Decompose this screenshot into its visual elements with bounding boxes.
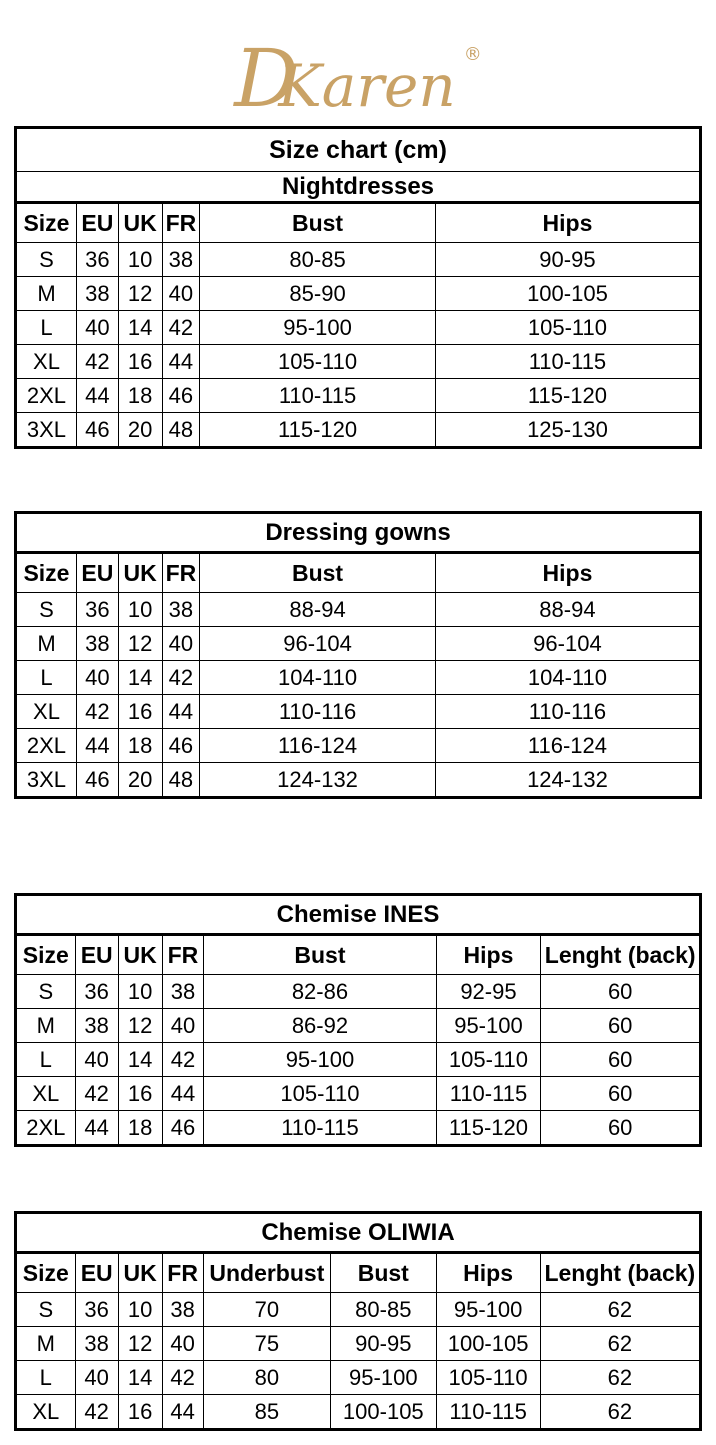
size-label-cell: M xyxy=(16,277,77,311)
table-row-m xyxy=(16,627,701,661)
value-cell: 16 xyxy=(118,695,162,729)
value-cell: 100-105 xyxy=(435,277,700,311)
table-row-xl xyxy=(16,345,701,379)
value-cell: 95-100 xyxy=(436,1293,540,1327)
value-cell: 42 xyxy=(76,695,118,729)
value-cell: 18 xyxy=(118,729,162,763)
value-cell: 44 xyxy=(162,345,200,379)
chemise-ines-size-table xyxy=(14,893,702,1147)
value-cell: 90-95 xyxy=(331,1327,436,1361)
column-header-fr: FR xyxy=(162,203,200,243)
value-cell: 44 xyxy=(162,695,200,729)
value-cell: 16 xyxy=(118,345,162,379)
column-header-eu: EU xyxy=(75,1253,118,1293)
column-header-row xyxy=(16,203,701,243)
size-label-cell: 2XL xyxy=(16,379,77,413)
value-cell: 40 xyxy=(76,661,118,695)
column-header-uk: UK xyxy=(118,203,162,243)
registered-trademark-icon: ® xyxy=(463,44,482,65)
table-row-s xyxy=(16,593,701,627)
column-header-row xyxy=(16,935,701,975)
dressing-gowns-size-table xyxy=(14,511,702,799)
value-cell: 38 xyxy=(162,593,200,627)
value-cell: 60 xyxy=(541,1077,701,1111)
brand-logo-text xyxy=(234,10,481,146)
value-cell: 85 xyxy=(203,1395,330,1430)
value-cell: 110-115 xyxy=(436,1395,540,1430)
value-cell: 62 xyxy=(540,1327,700,1361)
size-tables xyxy=(14,126,702,1431)
value-cell: 115-120 xyxy=(435,379,700,413)
value-cell: 95-100 xyxy=(200,311,436,345)
value-cell: 60 xyxy=(541,975,701,1009)
brand-logo xyxy=(0,0,716,125)
column-header-uk: UK xyxy=(118,935,162,975)
value-cell: 18 xyxy=(118,379,162,413)
column-header-bust: Bust xyxy=(204,935,436,975)
value-cell: 80-85 xyxy=(331,1293,436,1327)
table-subtitle-row xyxy=(16,172,701,203)
value-cell: 42 xyxy=(76,345,118,379)
table-title: Dressing gowns xyxy=(16,513,701,553)
value-cell: 36 xyxy=(76,593,118,627)
table-row-2xl xyxy=(16,1111,701,1146)
value-cell: 38 xyxy=(162,243,200,277)
value-cell: 44 xyxy=(76,379,118,413)
column-header-hips: Hips xyxy=(436,1253,540,1293)
column-header-hips: Hips xyxy=(436,935,541,975)
value-cell: 40 xyxy=(75,1361,118,1395)
value-cell: 82-86 xyxy=(204,975,436,1009)
size-label-cell: S xyxy=(16,593,77,627)
value-cell: 10 xyxy=(118,1293,162,1327)
column-header-hips: Hips xyxy=(435,203,700,243)
column-header-uk: UK xyxy=(118,553,162,593)
table-row-3xl xyxy=(16,763,701,798)
column-header-bust: Bust xyxy=(331,1253,436,1293)
size-label-cell: L xyxy=(16,1043,76,1077)
value-cell: 38 xyxy=(162,975,204,1009)
value-cell: 12 xyxy=(118,1327,162,1361)
value-cell: 42 xyxy=(162,1043,204,1077)
value-cell: 62 xyxy=(540,1361,700,1395)
value-cell: 124-132 xyxy=(200,763,436,798)
value-cell: 18 xyxy=(118,1111,162,1146)
value-cell: 75 xyxy=(203,1327,330,1361)
value-cell: 14 xyxy=(118,661,162,695)
value-cell: 10 xyxy=(118,243,162,277)
size-label-cell: XL xyxy=(16,1395,76,1430)
value-cell: 38 xyxy=(76,627,118,661)
value-cell: 40 xyxy=(162,277,200,311)
value-cell: 62 xyxy=(540,1395,700,1430)
table-row-l xyxy=(16,1361,701,1395)
value-cell: 110-115 xyxy=(436,1077,541,1111)
value-cell: 40 xyxy=(75,1043,118,1077)
value-cell: 10 xyxy=(118,975,162,1009)
value-cell: 36 xyxy=(75,975,118,1009)
value-cell: 38 xyxy=(76,277,118,311)
size-label-cell: L xyxy=(16,1361,76,1395)
value-cell: 40 xyxy=(162,1009,204,1043)
size-label-cell: 2XL xyxy=(16,729,77,763)
table-subtitle: Nightdresses xyxy=(16,172,701,203)
value-cell: 36 xyxy=(76,243,118,277)
column-header-size: Size xyxy=(16,553,77,593)
value-cell: 70 xyxy=(203,1293,330,1327)
value-cell: 115-120 xyxy=(436,1111,541,1146)
dressing-gowns-table-block xyxy=(14,511,702,799)
size-label-cell: L xyxy=(16,311,77,345)
size-label-cell: S xyxy=(16,1293,76,1327)
value-cell: 44 xyxy=(162,1395,203,1430)
column-header-size: Size xyxy=(16,203,77,243)
table-row-2xl xyxy=(16,729,701,763)
value-cell: 42 xyxy=(162,661,200,695)
value-cell: 95-100 xyxy=(331,1361,436,1395)
value-cell: 46 xyxy=(162,729,200,763)
value-cell: 44 xyxy=(75,1111,118,1146)
value-cell: 96-104 xyxy=(200,627,436,661)
table-row-l xyxy=(16,1043,701,1077)
brand-name: Karen xyxy=(278,52,456,120)
value-cell: 46 xyxy=(76,763,118,798)
value-cell: 88-94 xyxy=(200,593,436,627)
value-cell: 42 xyxy=(75,1395,118,1430)
table-title: Chemise OLIWIA xyxy=(16,1213,701,1253)
nightdresses-table-block xyxy=(14,126,702,449)
chemise-oliwia-table-block xyxy=(14,1211,702,1431)
value-cell: 10 xyxy=(118,593,162,627)
size-label-cell: S xyxy=(16,243,77,277)
value-cell: 62 xyxy=(540,1293,700,1327)
value-cell: 40 xyxy=(162,627,200,661)
size-label-cell: M xyxy=(16,627,77,661)
value-cell: 90-95 xyxy=(435,243,700,277)
value-cell: 48 xyxy=(162,413,200,448)
table-title: Chemise INES xyxy=(16,895,701,935)
table-row-s xyxy=(16,243,701,277)
chemise-oliwia-size-table xyxy=(14,1211,702,1431)
value-cell: 110-115 xyxy=(200,379,436,413)
value-cell: 110-116 xyxy=(435,695,700,729)
table-title-row xyxy=(16,513,701,553)
value-cell: 96-104 xyxy=(435,627,700,661)
value-cell: 80-85 xyxy=(200,243,436,277)
value-cell: 42 xyxy=(75,1077,118,1111)
table-row-xl xyxy=(16,695,701,729)
value-cell: 38 xyxy=(75,1327,118,1361)
column-header-row xyxy=(16,553,701,593)
value-cell: 104-110 xyxy=(435,661,700,695)
value-cell: 36 xyxy=(75,1293,118,1327)
value-cell: 105-110 xyxy=(436,1043,541,1077)
value-cell: 104-110 xyxy=(200,661,436,695)
value-cell: 100-105 xyxy=(436,1327,540,1361)
size-label-cell: XL xyxy=(16,345,77,379)
size-label-cell: 3XL xyxy=(16,763,77,798)
column-header-row xyxy=(16,1253,701,1293)
table-row-l xyxy=(16,311,701,345)
value-cell: 100-105 xyxy=(331,1395,436,1430)
value-cell: 40 xyxy=(162,1327,203,1361)
column-header-uk: UK xyxy=(118,1253,162,1293)
value-cell: 12 xyxy=(118,627,162,661)
value-cell: 44 xyxy=(76,729,118,763)
value-cell: 12 xyxy=(118,1009,162,1043)
table-title-row xyxy=(16,895,701,935)
column-header-lenght-back: Lenght (back) xyxy=(541,935,701,975)
value-cell: 14 xyxy=(118,311,162,345)
table-row-s xyxy=(16,975,701,1009)
value-cell: 86-92 xyxy=(204,1009,436,1043)
table-row-s xyxy=(16,1293,701,1327)
value-cell: 105-110 xyxy=(435,311,700,345)
column-header-fr: FR xyxy=(162,1253,203,1293)
value-cell: 105-110 xyxy=(204,1077,436,1111)
value-cell: 116-124 xyxy=(435,729,700,763)
table-row-m xyxy=(16,1009,701,1043)
value-cell: 124-132 xyxy=(435,763,700,798)
value-cell: 16 xyxy=(118,1077,162,1111)
value-cell: 95-100 xyxy=(436,1009,541,1043)
value-cell: 115-120 xyxy=(200,413,436,448)
table-row-xl xyxy=(16,1077,701,1111)
value-cell: 92-95 xyxy=(436,975,541,1009)
value-cell: 42 xyxy=(162,1361,203,1395)
value-cell: 12 xyxy=(118,277,162,311)
size-label-cell: XL xyxy=(16,1077,76,1111)
column-header-eu: EU xyxy=(76,553,118,593)
size-label-cell: M xyxy=(16,1009,76,1043)
column-header-fr: FR xyxy=(162,553,200,593)
column-header-lenght-back: Lenght (back) xyxy=(540,1253,700,1293)
column-header-eu: EU xyxy=(75,935,118,975)
value-cell: 20 xyxy=(118,413,162,448)
table-row-l xyxy=(16,661,701,695)
value-cell: 16 xyxy=(118,1395,162,1430)
brand-initial: D xyxy=(234,32,295,125)
column-header-bust: Bust xyxy=(200,553,436,593)
size-label-cell: 2XL xyxy=(16,1111,76,1146)
column-header-size: Size xyxy=(16,1253,76,1293)
column-header-hips: Hips xyxy=(435,553,700,593)
value-cell: 46 xyxy=(162,1111,204,1146)
size-label-cell: S xyxy=(16,975,76,1009)
value-cell: 105-110 xyxy=(436,1361,540,1395)
value-cell: 44 xyxy=(162,1077,204,1111)
table-title: Size chart (cm) xyxy=(16,128,701,172)
size-label-cell: 3XL xyxy=(16,413,77,448)
value-cell: 20 xyxy=(118,763,162,798)
value-cell: 88-94 xyxy=(435,593,700,627)
table-row-m xyxy=(16,277,701,311)
value-cell: 95-100 xyxy=(204,1043,436,1077)
column-header-eu: EU xyxy=(76,203,118,243)
value-cell: 46 xyxy=(76,413,118,448)
value-cell: 38 xyxy=(162,1293,203,1327)
column-header-fr: FR xyxy=(162,935,204,975)
table-row-m xyxy=(16,1327,701,1361)
size-label-cell: M xyxy=(16,1327,76,1361)
nightdresses-size-table xyxy=(14,126,702,449)
value-cell: 14 xyxy=(118,1043,162,1077)
value-cell: 48 xyxy=(162,763,200,798)
value-cell: 60 xyxy=(541,1111,701,1146)
size-label-cell: XL xyxy=(16,695,77,729)
value-cell: 46 xyxy=(162,379,200,413)
value-cell: 116-124 xyxy=(200,729,436,763)
value-cell: 80 xyxy=(203,1361,330,1395)
value-cell: 110-115 xyxy=(204,1111,436,1146)
column-header-bust: Bust xyxy=(200,203,436,243)
table-title-row xyxy=(16,1213,701,1253)
column-header-size: Size xyxy=(16,935,76,975)
value-cell: 38 xyxy=(75,1009,118,1043)
value-cell: 110-115 xyxy=(435,345,700,379)
size-label-cell: L xyxy=(16,661,77,695)
column-header-underbust: Underbust xyxy=(203,1253,330,1293)
value-cell: 40 xyxy=(76,311,118,345)
chemise-ines-table-block xyxy=(14,893,702,1147)
value-cell: 85-90 xyxy=(200,277,436,311)
value-cell: 110-116 xyxy=(200,695,436,729)
value-cell: 125-130 xyxy=(435,413,700,448)
value-cell: 60 xyxy=(541,1043,701,1077)
table-row-3xl xyxy=(16,413,701,448)
table-row-2xl xyxy=(16,379,701,413)
value-cell: 14 xyxy=(118,1361,162,1395)
value-cell: 60 xyxy=(541,1009,701,1043)
value-cell: 105-110 xyxy=(200,345,436,379)
table-row-xl xyxy=(16,1395,701,1430)
value-cell: 42 xyxy=(162,311,200,345)
